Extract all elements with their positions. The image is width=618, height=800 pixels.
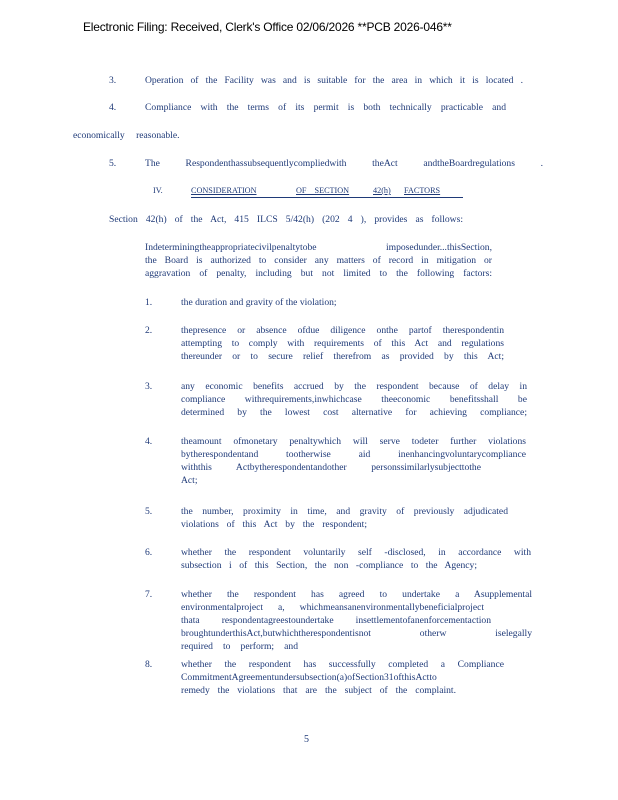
- quoted-intro: [145, 241, 492, 280]
- quoted-line: Indeterminingtheappropriatecivilpenaltytobe imposedunder...thisSection,: [145, 242, 492, 253]
- factor-text: [181, 546, 531, 572]
- section-roman-numeral: IV.: [153, 186, 163, 195]
- factor-text: [181, 505, 508, 531]
- section-heading-part: OF SECTION: [296, 186, 350, 195]
- factor-line: whether the respondent has agreed to undertake a Asupplemental: [181, 589, 532, 600]
- factor-number: 3.: [145, 381, 153, 392]
- paragraph-continuation: economically reasonable.: [73, 130, 180, 141]
- factor-line: compliance withrequirements,inwhichcase theeconomic benefitsshall be: [181, 394, 527, 405]
- factor-line: theamount ofmonetary penaltywhich will serve todeter further violations: [181, 436, 526, 447]
- paragraph-number: 3.: [109, 75, 117, 86]
- factor-line: attempting to comply with requirements of this Act and regulations: [181, 338, 504, 349]
- factor-number: 5.: [145, 506, 153, 517]
- intro-text: Section 42(h) of the Act, 415 ILCS 5/42(h) (202 4 ), provides as follows:: [109, 214, 463, 225]
- factor-line: withthis Actbytherespondentandother personssimilarlysubjecttothe: [181, 462, 481, 473]
- factor-line: thereunder or to secure relief therefrom as provided by this Act;: [181, 351, 504, 362]
- factor-text: [181, 435, 526, 487]
- factor-line: bytherespondentand tootherwise aid inenhancingvoluntarycompliance: [181, 449, 526, 460]
- factor-text: [181, 380, 527, 419]
- factor-line: violations of this Act by the respondent;: [181, 519, 367, 530]
- factor-line: broughtunderthisAct,butwhichtherespondentisnot otherw iselegally: [181, 628, 532, 639]
- factor-line: whether the respondent voluntarily self -disclosed, in accordance with: [181, 547, 531, 558]
- factor-line: required to perform; and: [181, 641, 298, 652]
- factor-line: remedy the violations that are the subject of the complaint.: [181, 685, 456, 696]
- factor-text: [181, 658, 504, 697]
- factor-line: the duration and gravity of the violation;: [181, 297, 337, 308]
- factor-line: any economic benefits accrued by the respondent because of delay in: [181, 381, 527, 392]
- factor-line: determined by the lowest cost alternative for achieving compliance;: [181, 407, 527, 418]
- factor-number: 2.: [145, 325, 153, 336]
- factor-number: 6.: [145, 547, 153, 558]
- section-heading-part: 42(h): [373, 186, 391, 195]
- quoted-line: aggravation of penalty, including but not limited to the following factors:: [145, 268, 492, 279]
- factor-number: 8.: [145, 659, 153, 670]
- factor-line: thata respondentagreestoundertake insettlementofanenforcementaction: [181, 615, 491, 626]
- factor-line: the number, proximity in time, and gravity of previously adjudicated: [181, 506, 508, 517]
- factor-line: thepresence or absence ofdue diligence onthe partof therespondentin: [181, 325, 504, 336]
- factor-text: [181, 296, 371, 309]
- paragraph-number: 5.: [109, 158, 117, 169]
- factor-line: CommitmentAgreementundersubsection(a)ofSection31ofthisActto: [181, 672, 437, 683]
- factor-line: Act;: [181, 475, 198, 486]
- heading-underline: [191, 197, 463, 198]
- factor-number: 1.: [145, 297, 153, 308]
- paragraph-number: 4.: [109, 102, 117, 113]
- factor-text: [181, 324, 504, 363]
- quoted-line: the Board is authorized to consider any matters of record in mitigation or: [145, 255, 492, 266]
- paragraph-text: The Respondenthassubsequentlycompliedwith theAct andtheBoardregulations .: [145, 158, 543, 169]
- paragraph-text: Compliance with the terms of its permit is both technically practicable and: [145, 102, 506, 113]
- factor-text: [181, 588, 532, 653]
- factor-line: whether the respondent has successfully completed a Compliance: [181, 659, 504, 670]
- paragraph-text: Operation of the Facility was and is suitable for the area in which it is located .: [145, 75, 523, 86]
- factor-number: 4.: [145, 436, 153, 447]
- filing-header: Electronic Filing: Received, Clerk's Office 02/06/2026 **PCB 2026-046**: [83, 20, 452, 34]
- section-heading-part: FACTORS: [404, 186, 441, 195]
- page-number: 5: [304, 734, 309, 745]
- factor-line: subsection i of this Section, the non -compliance to the Agency;: [181, 560, 477, 571]
- factor-number: 7.: [145, 589, 153, 600]
- factor-line: environmentalproject a, whichmeansanenvironmentallybeneficialproject: [181, 602, 484, 613]
- section-heading-part: CONSIDERATION: [191, 186, 257, 195]
